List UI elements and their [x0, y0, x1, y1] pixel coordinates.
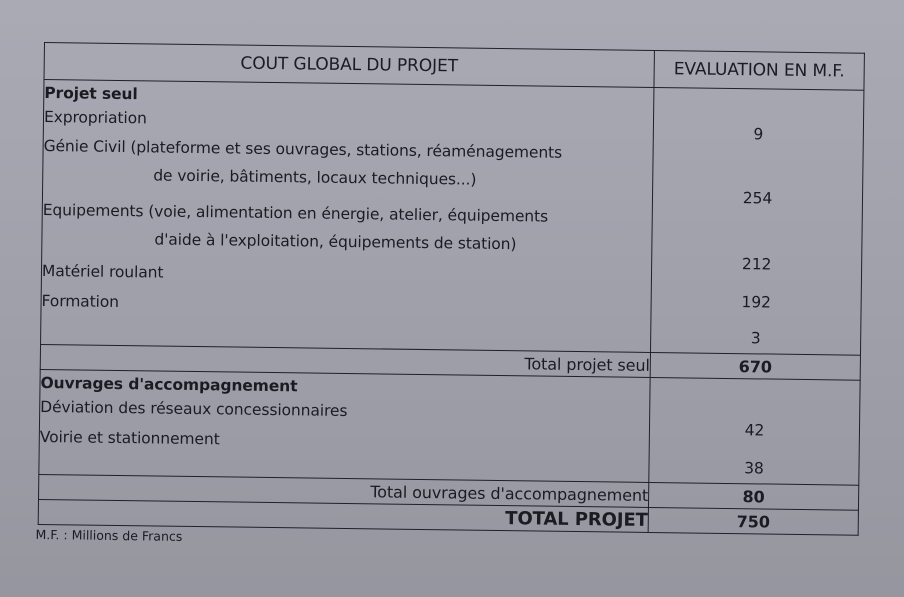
item-equipements-label-1: Equipements (voie, alimentation en énergie, atelier, équipements — [42, 200, 549, 226]
item-genie-civil-label-2: de voirie, bâtiments, locaux techniques...) — [153, 166, 477, 189]
item-expropriation-label: Expropriation — [43, 108, 147, 128]
item-voirie-label: Voirie et stationnement — [39, 427, 220, 449]
item-formation-value: 3 — [750, 329, 761, 348]
item-materiel-value: 192 — [741, 293, 771, 312]
grand-total-label: TOTAL PROJET — [38, 499, 648, 532]
item-materiel-label: Matériel roulant — [41, 261, 164, 282]
section-ouvrages-values — [649, 377, 860, 485]
section-title: Ouvrages d'accompagnement — [40, 373, 298, 396]
cost-document — [37, 42, 868, 558]
item-formation-label: Formation — [41, 291, 120, 312]
item-deviation-label: Déviation des réseaux concessionnaires — [40, 397, 348, 421]
total-projet-seul-label: Total projet seul — [40, 344, 650, 377]
item-genie-civil-value: 254 — [742, 189, 773, 208]
total-ouvrages-value: 80 — [648, 482, 858, 510]
section-ouvrages-items — [39, 369, 650, 482]
header-cost: COUT GLOBAL DU PROJET — [44, 43, 654, 88]
total-projet-seul-value: 670 — [650, 352, 860, 380]
total-ouvrages-label: Total ouvrages d'accompagnement — [39, 474, 649, 507]
header-evaluation: EVALUATION EN M.F. — [654, 50, 864, 90]
footnote: M.F. : Millions de Francs — [35, 526, 183, 544]
section-projet-seul-values — [650, 87, 863, 355]
section-title: Projet seul — [44, 84, 138, 104]
item-equipements-label-2: d'aide à l'exploitation, équipements de station) — [154, 230, 517, 254]
section-projet-seul — [41, 80, 864, 356]
grand-total-value: 750 — [648, 507, 858, 535]
section-ouvrages — [39, 369, 860, 485]
section-projet-seul-items — [41, 80, 654, 353]
item-genie-civil-label-1: Génie Civil (plateforme et ses ouvrages, stations, réaménagements — [43, 137, 563, 162]
item-deviation-value: 42 — [744, 421, 765, 440]
cost-table — [38, 42, 865, 536]
item-equipements-value: 212 — [741, 255, 772, 274]
item-voirie-value: 38 — [744, 459, 764, 478]
item-expropriation-value: 9 — [753, 125, 764, 144]
